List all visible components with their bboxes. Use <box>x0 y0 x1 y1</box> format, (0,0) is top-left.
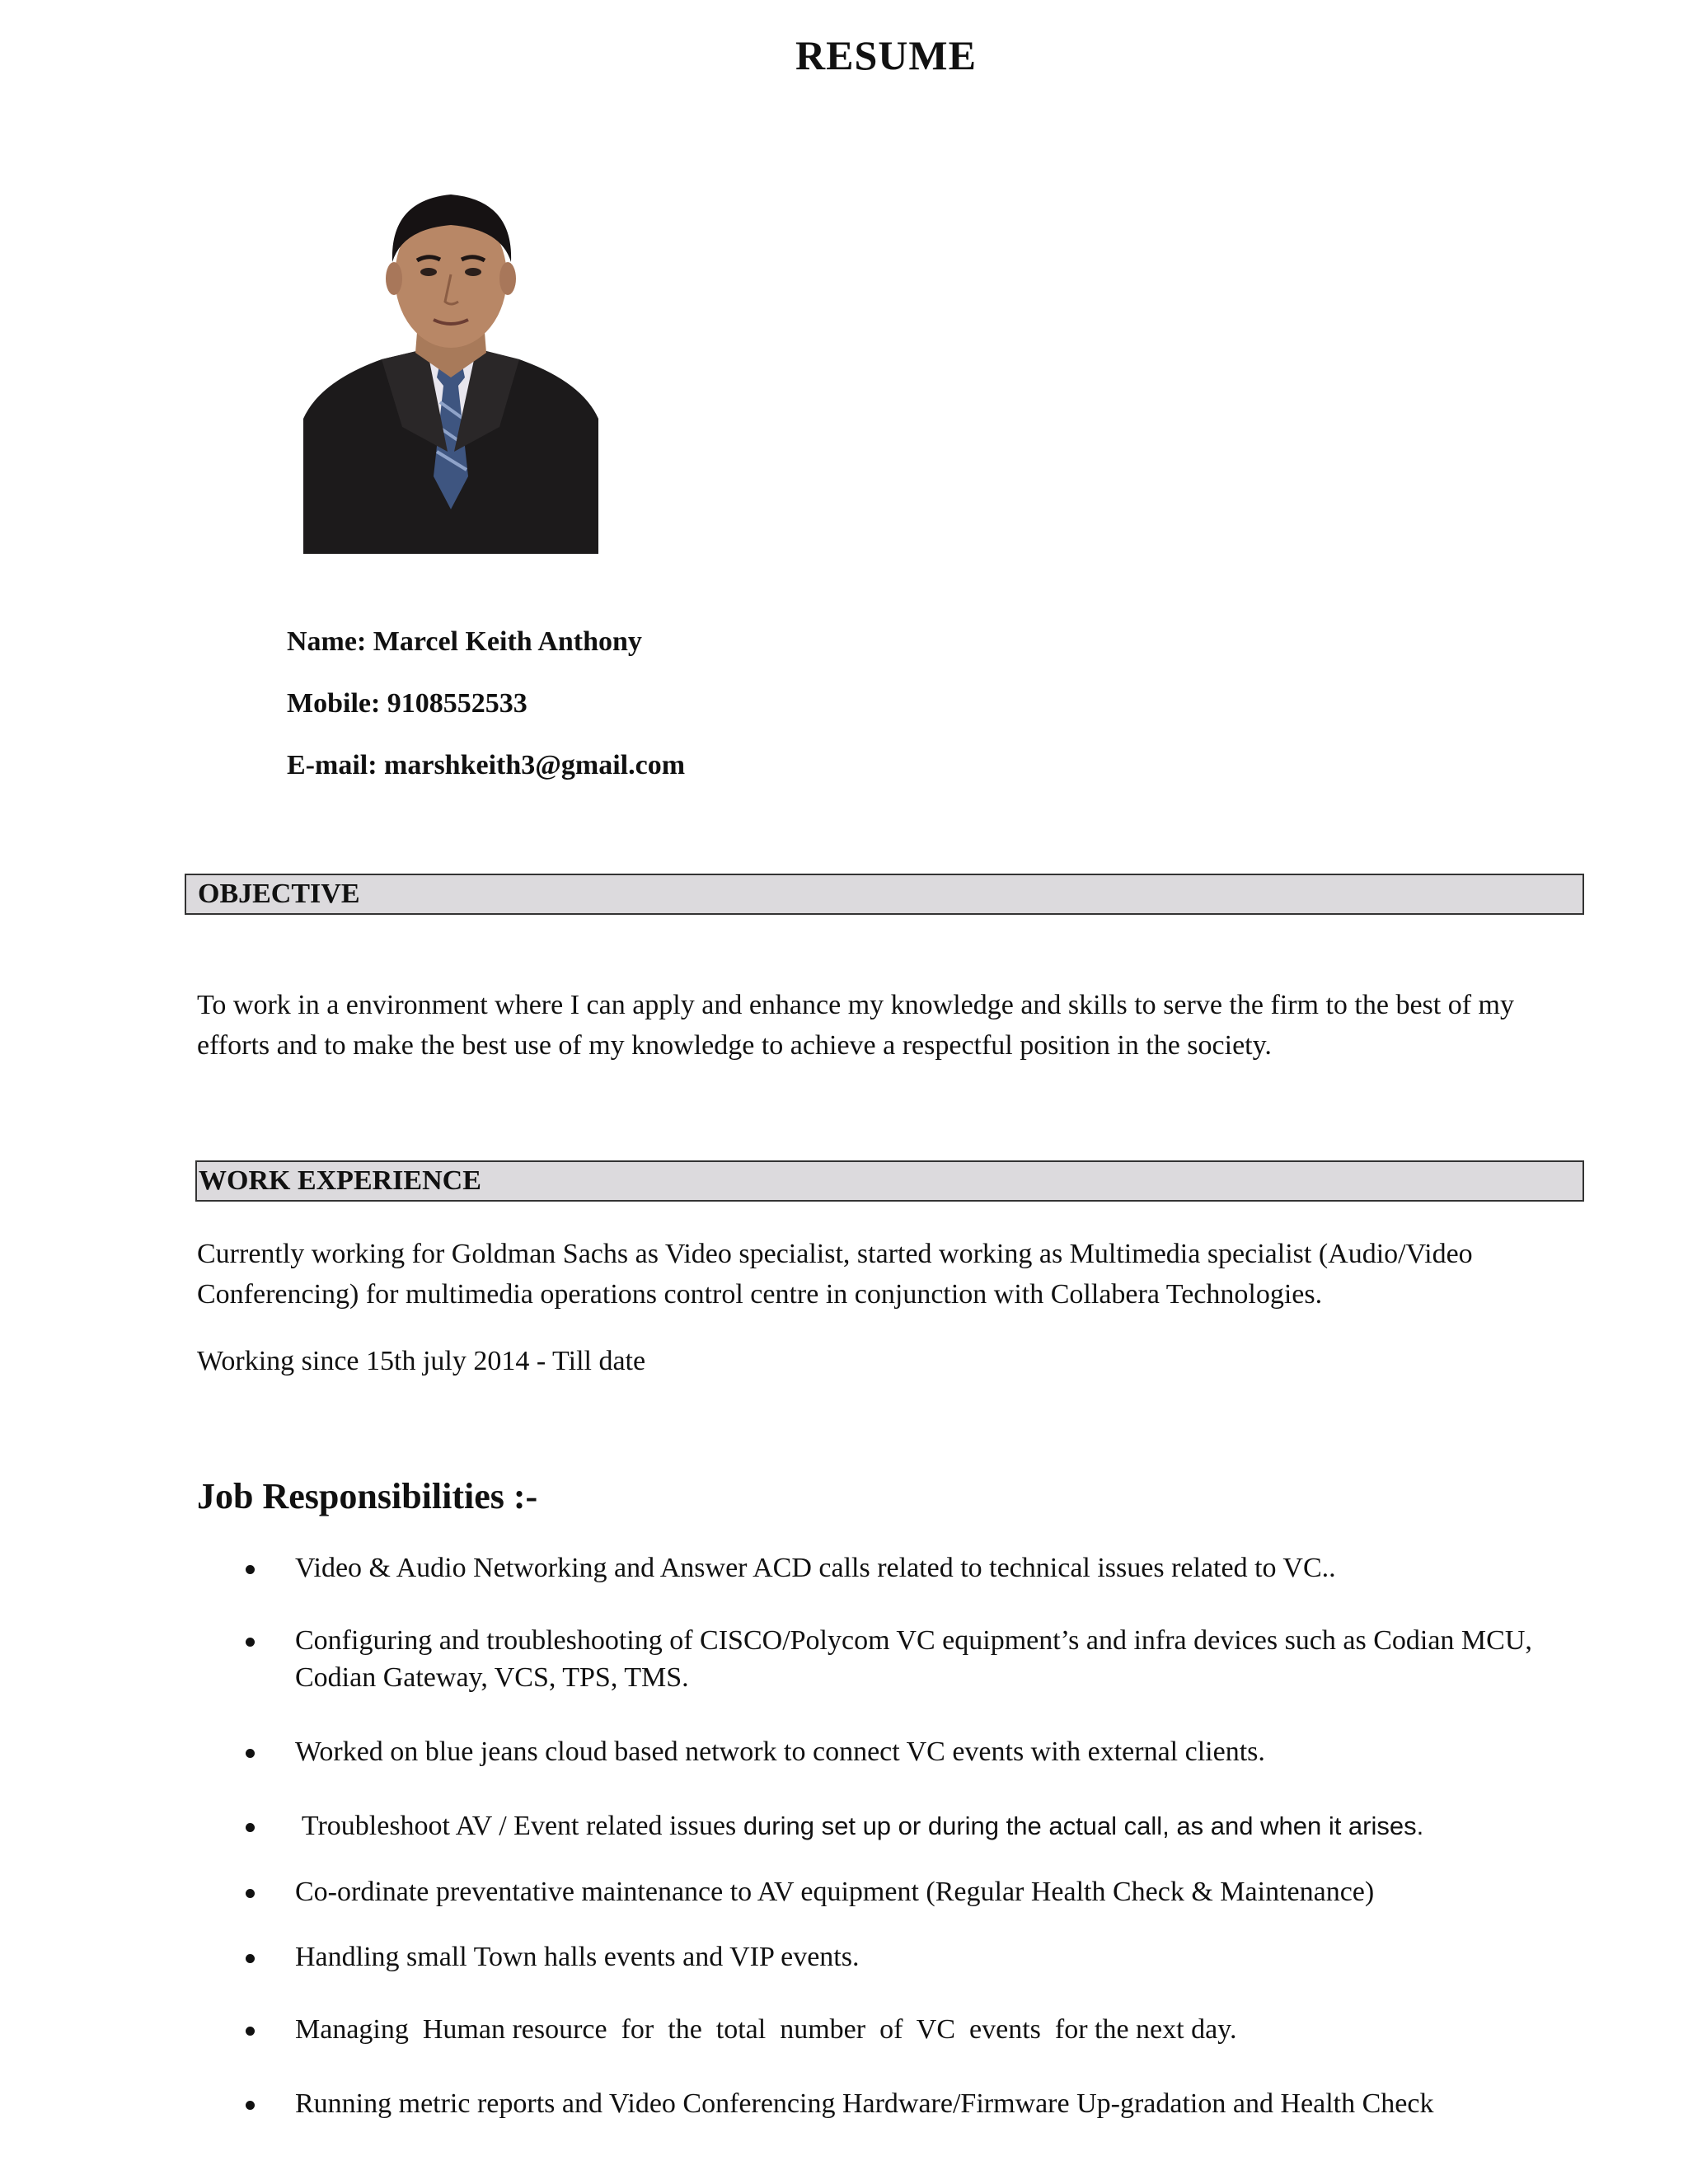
bullet-icon <box>246 2101 255 2110</box>
list-item-text: Managing Human resource for the total number of VC events for the next day. <box>295 2014 1237 2045</box>
contact-name: Name: Marcel Keith Anthony <box>287 626 642 657</box>
work-experience-duration: Working since 15th july 2014 - Till date <box>197 1346 646 1376</box>
list-item-text: Configuring and troubleshooting of CISCO/Polycom VC equipment’s and infra devices such as Codian MCU, Codian Gateway, VCS, TPS, TMS. <box>295 1625 1532 1693</box>
list-item-text <box>295 1807 1606 1844</box>
bullet-icon <box>246 1954 255 1963</box>
document-title: RESUME <box>795 32 977 78</box>
contact-email: E-mail: marshkeith3@gmail.com <box>287 750 686 780</box>
list-item-text-sans: during set up or during the actual call, as and when it arises. <box>736 1811 1424 1840</box>
list-item-text-serif: Troubleshoot AV / Event related issues <box>295 1811 737 1841</box>
objective-text: To work in a environment where I can apply and enhance my knowledge and skills to serve the firm to the best of my efforts and to make the best use of my knowledge to achieve a respectful position in the society. <box>197 990 1514 1061</box>
work-experience-heading: WORK EXPERIENCE <box>195 1160 1584 1202</box>
bullet-icon <box>246 1889 255 1898</box>
list-item-text: Co-ordinate preventative maintenance to AV equipment (Regular Health Check & Maintenance) <box>295 1877 1375 1907</box>
contact-mobile: Mobile: 9108552533 <box>287 688 528 719</box>
list-item-text: Worked on blue jeans cloud based network to connect VC events with external clients. <box>295 1736 1265 1767</box>
profile-photo <box>303 180 598 554</box>
bullet-icon <box>246 1823 255 1832</box>
bullet-icon <box>246 1638 255 1647</box>
bullet-icon <box>246 1749 255 1758</box>
list-item-text: Running metric reports and Video Conferencing Hardware/Firmware Up-gradation and Health Check <box>295 2088 1434 2119</box>
work-experience-summary: Currently working for Goldman Sachs as Video specialist, started working as Multimedia specialist (Audio/Video Conferencing) for multimedia operations control centre in conjunction with Collabera Technologies. <box>197 1239 1473 1310</box>
objective-heading: OBJECTIVE <box>185 874 1584 915</box>
job-responsibilities-heading: Job Responsibilities :- <box>197 1476 538 1516</box>
list-item-text: Handling small Town halls events and VIP events. <box>295 1942 860 1972</box>
bullet-icon <box>246 2027 255 2036</box>
bullet-icon <box>246 1565 255 1574</box>
list-item-text: Video & Audio Networking and Answer ACD calls related to technical issues related to VC.. <box>295 1553 1336 1583</box>
